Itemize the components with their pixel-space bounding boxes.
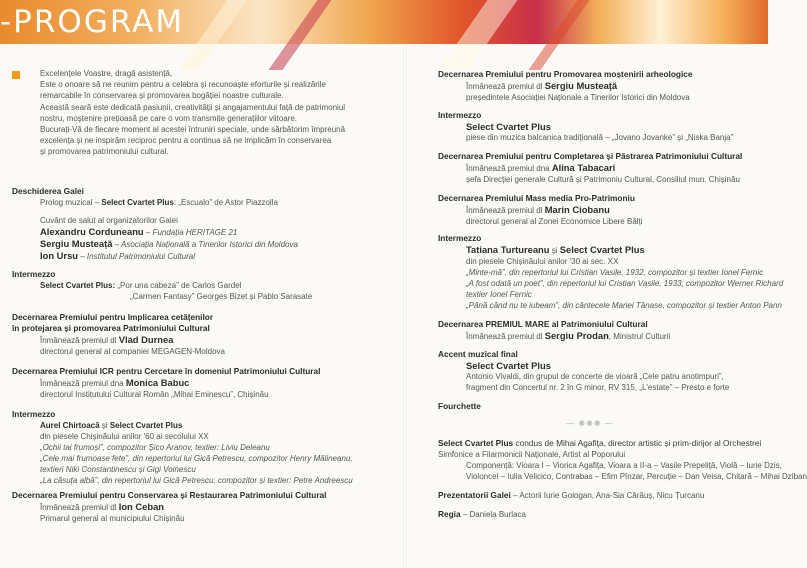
song-line: textieri Niki Constantinescu și Gigi Voinescu [40, 465, 196, 474]
intermezzo-line [12, 280, 397, 291]
section-heading: Intermezzo [12, 269, 56, 279]
presenter-line [12, 334, 397, 346]
section-final-accent [438, 349, 773, 393]
credits-line: Simfonice a Filarmonicii Naționale, Artist al Poporului [438, 450, 626, 459]
song-line: „Până când nu te iubeam”, din cântecele Mariei Tănase, compozitor și textier Anton Pann [466, 301, 782, 310]
section-heading: Intermezzo [12, 409, 56, 419]
section-heading: Intermezzo [438, 110, 482, 120]
section-award-media [438, 193, 773, 227]
section-award-conservation [12, 490, 397, 524]
song-line: „Ochii tai frumoși”, compozitor Șico Aranov, textier: Liviu Deleanu [40, 443, 270, 452]
performers-line [438, 244, 773, 256]
speaker-line [12, 226, 397, 238]
prolog-prefix: Prolog muzical – [40, 198, 102, 207]
presenter-prefix: Înmânează premiul dl [40, 336, 119, 345]
intro-line: Este o onoare să ne reunim pentru a celebra și recunoaște eforturile și realizările [40, 80, 326, 90]
presenters-names: – Actorii Iurie Gologan, Ana-Sia Cărăuș, Nicu Țurcanu [510, 491, 705, 500]
song-line: „La căsuța albă”, din repertoriul lui Gică Petrescu, compozitor și textier: Petre Andreescu [40, 476, 353, 485]
presenter-line [12, 377, 397, 389]
repertoire-source: din piesele Chișinăului anilor '30 ai sec. XX [466, 257, 619, 266]
page-fold [403, 44, 407, 568]
section-heading: Intermezzo [438, 233, 482, 243]
presenter-line [438, 330, 773, 342]
piece: „Por una cabeza” de Carlos Gardel [117, 281, 242, 290]
presenter-line [12, 501, 397, 513]
presenter-prefix: Înmânează premiul dna [466, 164, 552, 173]
presenters-label: Prezentatorii Galei [438, 490, 511, 500]
band-name: Select Cvartet Plus [559, 244, 645, 255]
presenter-line [438, 80, 773, 92]
presenter-name: Monica Babuc [125, 377, 190, 388]
presenter-name: Vlad Durnea [118, 334, 174, 345]
band-name: Select Cvartet Plus [109, 421, 183, 430]
speaker-org: – Fundația HERITAGE 21 [143, 228, 238, 237]
section-award-completion [438, 151, 773, 185]
intro-line: Această seară este dedicată pasiunii, creativității și angajamentului față de patrimoniul [40, 102, 346, 112]
intro-line: Excelențele Voastre, dragă asistență, [40, 69, 173, 78]
presenter-name: Marin Ciobanu [544, 204, 610, 215]
section-heading: Accent muzical final [438, 349, 518, 359]
piece: „Carmen Fantasy” Georges Bizet și Pablo Sarasate [130, 292, 313, 301]
intro-line: Bucurați-Vă de fiecare moment al acestei întruniri speciale, unde sărbătorim împreună [40, 125, 346, 135]
section-opening [12, 186, 397, 262]
song-line: „A fost odată un poet”, din repertoriul lui Cristian Vasile, 1933, compozitor Werner Richard [466, 279, 784, 288]
presenters-line [438, 490, 773, 501]
section-grand-prize [438, 319, 773, 342]
band-name: Select Cvartet Plus [466, 360, 551, 371]
song-line: „Minte-mă”, din repertoriul lui Cristian Vasile, 1932, compozitor și textier Ionel Fernic [466, 268, 764, 277]
song-line: textier Ionel Fernic [466, 290, 532, 299]
section-fourchette [438, 401, 773, 412]
greeting-line: Cuvânt de salut al organizatorilor Galei [40, 216, 178, 225]
section-heading: Decernarea Premiului pentru Promovarea moștenirii arheologice [438, 69, 693, 79]
presenter-line [438, 162, 773, 174]
presenter-line [438, 204, 773, 216]
section-heading: Decernarea Premiului pentru Conservarea și Restaurarea Patrimoniului Cultural [12, 490, 327, 500]
presenter-role: Primarul general al municipiului Chișinău [40, 514, 185, 523]
conjunction: și [549, 246, 560, 255]
band-name: Select Cvartet Plus [101, 198, 174, 207]
presenter-prefix: Înmânează premiul dl [466, 332, 545, 341]
section-award-citizens [12, 312, 397, 357]
presenter-name: Sergiu Musteață [544, 80, 618, 91]
section-credits [438, 438, 807, 520]
section-award-archaeology [438, 69, 773, 103]
section-intermezzo-2 [12, 409, 397, 486]
conjunction: și [99, 421, 110, 430]
speaker-org: – Asociația Națională a Tinerilor Istorici din Moldova [112, 240, 298, 249]
section-heading: Decernarea PREMIUL MARE al Patrimoniului Cultural [438, 319, 648, 329]
members-line: Violoncel – Iulia Velicico, Contrabas – Efim Pînzar, Percuție – Dan Veisa, Chitară – Mihai Dziban [466, 472, 807, 481]
speaker-name: Alexandru Corduneanu [40, 226, 144, 237]
presenter-prefix: Înmânează premiul dl [466, 82, 545, 91]
section-intermezzo-4 [438, 233, 784, 311]
repertoire-source: din piesele Chișinăului anilor '60 ai secolului XX [40, 432, 209, 441]
presenter-role: directorul general al Zonei Economice Libere Bălți [466, 217, 643, 226]
section-intermezzo-3 [438, 110, 773, 143]
section-intermezzo-1 [12, 269, 397, 302]
band-name: Select Cvartet Plus: [40, 281, 116, 290]
section-heading: Decernarea Premiului Mass media Pro-Patrimoniu [438, 193, 635, 203]
intro-line: nostru, moștenire prețioasă pe care o vom transmite generațiilor viitoare. [40, 113, 298, 123]
right-page [410, 44, 807, 568]
speaker-line [12, 250, 397, 262]
prolog-piece: : „Escualo” de Astor Piazzolla [173, 198, 278, 207]
presenter-role: directorul general al companiei MEGAGEN-Moldova [40, 347, 225, 356]
speaker-org: – Institutul Patrimoniului Cultural [78, 252, 195, 261]
director-name: – Daniela Burlaca [460, 510, 526, 519]
presenter-prefix: Înmânează premiul dl [466, 206, 545, 215]
left-page [0, 44, 400, 568]
piece: fragment din Concertul nr. 2 în G minor, RV 315, „L'estate” – Presto e forte [466, 383, 730, 392]
singer-name: Aurel Chirtoacă [40, 421, 100, 430]
speaker-name: Sergiu Musteață [40, 238, 113, 249]
program-title: -PROGRAM [0, 4, 185, 40]
director-label: Regia [438, 509, 461, 519]
singer-name: Tatiana Turtureanu [466, 244, 550, 255]
section-heading: în protejarea și promovarea Patrimoniului Cultural [12, 323, 210, 333]
section-heading: Decernarea Premiului ICR pentru Cercetare în domeniul Patrimoniului Cultural [12, 366, 321, 376]
section-heading: Deschiderea Galei [12, 186, 84, 196]
intro-line: și promovarea patrimoniului cultural. [40, 147, 169, 157]
director-line [438, 509, 773, 520]
header-banner [0, 0, 768, 44]
intro-line: excelența și ne inspirăm reciproc pentru a continua să ne implicăm în conservarea [40, 136, 332, 146]
section-heading: Decernarea Premiului pentru Completarea și Păstrarea Patrimoniului Cultural [438, 151, 743, 161]
presenter-role: șefa Direcției generale Cultură și Patrimoniu Cultural, Consiliul mun. Chișinău [466, 175, 740, 184]
piece: piese din muzica balcanica tradițională – „Jovano Jovanke” și „Niska Banja” [466, 133, 734, 142]
piece: Antonio Vivaldi, din grupul de concerte de vioară „Cele patru anotimpuri”, [466, 372, 724, 381]
ornament-separator: — ❋❋❋ — [566, 419, 614, 428]
presenter-role: directorul Institutului Cultural Român „Mihai Eminescu”, Chișinău [40, 390, 269, 399]
presenter-name: Ion Ceban [118, 501, 165, 512]
section-award-icr [12, 366, 397, 400]
speaker-line [12, 238, 397, 250]
prolog-line [12, 197, 397, 208]
presenter-prefix: Înmânează premiul dna [40, 379, 126, 388]
band-name: Select Cvartet Plus [438, 438, 514, 448]
band-name: Select Cvartet Plus [466, 121, 551, 132]
bullet-square [12, 71, 20, 79]
presenter-name: Sergiu Prodan [544, 330, 609, 341]
credits-line [438, 438, 773, 449]
speaker-name: Ion Ursu [40, 250, 79, 261]
presenter-prefix: Înmânează premiul dl [40, 503, 119, 512]
performers-line [12, 420, 397, 431]
members-line: Componență: Vioara I – Viorica Agafița, Vioara a II-a – Vasile Prepeliță, Violă – Iurie Dzis, [466, 461, 782, 470]
credits-conductor: condus de Mihai Agafița, director artistic și prim-dirijor al Orchestrei [513, 438, 762, 448]
section-heading: Decernarea Premiului pentru Implicarea cetățenilor [12, 312, 214, 322]
intro-text [40, 68, 395, 158]
presenter-name: Alina Tabacari [551, 162, 616, 173]
intro-line: remarcabile în conservarea și promovarea bogăției noastre culturale. [40, 91, 284, 101]
section-heading: Fourchette [438, 401, 481, 411]
presenter-role: , Ministrul Culturii [608, 332, 671, 341]
song-line: „Cele mai frumoase fete”, din repertoriul lui Gică Petrescu, compozitor Henry Mălineanu, [40, 454, 353, 463]
presenter-role: președintele Asociației Naționale a Tinerilor Istorici din Moldova [466, 93, 690, 102]
